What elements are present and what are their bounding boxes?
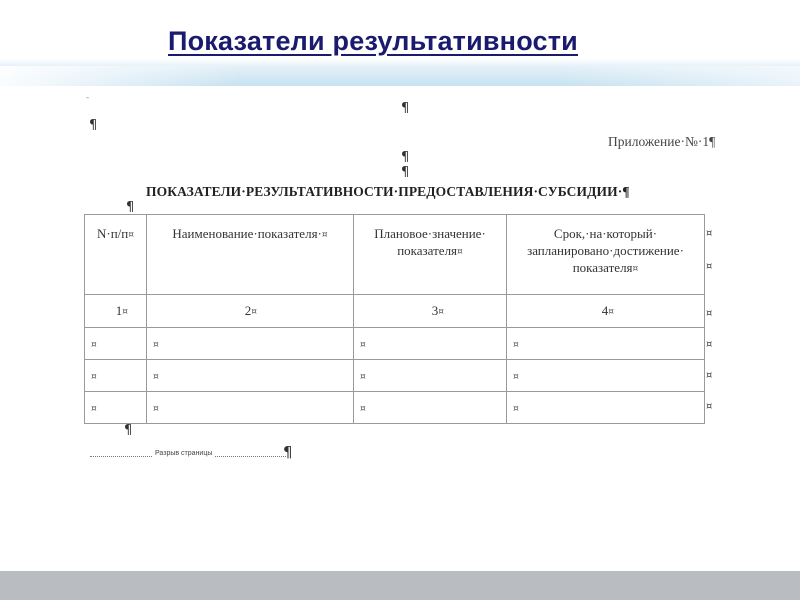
empty-cell: ¤ — [507, 392, 705, 424]
row-end-mark: ¤ — [706, 308, 713, 319]
table-row — [85, 328, 705, 360]
appendix-label: Приложение·№·1¶ — [608, 134, 716, 149]
empty-cell: ¤ — [507, 360, 705, 392]
small-dash-mark: - — [86, 93, 90, 103]
row-end-mark: ¤ — [706, 228, 713, 239]
number-cell: 3¤ — [354, 295, 507, 328]
pilcrow-mark: ¶ — [89, 118, 98, 133]
number-cell: 4¤ — [507, 295, 705, 328]
empty-cell: ¤ — [85, 360, 147, 392]
header-cell-planned-value: Плановое·значение· показателя¤ — [354, 215, 507, 295]
pilcrow-mark: ¶ — [124, 423, 133, 438]
table-number-row — [85, 295, 705, 328]
empty-cell: ¤ — [85, 328, 147, 360]
table-row — [85, 360, 705, 392]
pilcrow-mark: ¶ — [401, 101, 410, 116]
empty-cell: ¤ — [354, 392, 507, 424]
page-break-label: Разрыв страницы — [152, 450, 215, 457]
document-heading: ПОКАЗАТЕЛИ·РЕЗУЛЬТАТИВНОСТИ·ПРЕДОСТАВЛЕНИЯ·СУБСИДИИ·¶ — [146, 184, 630, 199]
empty-cell: ¤ — [147, 328, 354, 360]
pilcrow-mark: ¶ — [401, 165, 410, 180]
indicators-table — [84, 214, 705, 424]
empty-cell: ¤ — [354, 360, 507, 392]
footer-band — [0, 571, 800, 600]
empty-cell: ¤ — [507, 328, 705, 360]
empty-cell: ¤ — [147, 360, 354, 392]
header-cell-deadline: Срок,·на·который· запланировано·достижение· показателя¤ — [507, 215, 705, 295]
row-end-mark: ¤ — [706, 339, 713, 350]
slide-title: Показатели результативности — [168, 26, 578, 56]
pilcrow-mark: ¶ — [283, 443, 293, 461]
table-header-row — [85, 215, 705, 295]
header-cell-number: N·п/п¤ — [85, 215, 147, 295]
header-cell-name: Наименование·показателя·¤ — [147, 215, 354, 295]
row-end-mark: ¤ — [706, 261, 713, 272]
number-cell: 1¤ — [85, 295, 147, 328]
empty-cell: ¤ — [85, 392, 147, 424]
empty-cell: ¤ — [354, 328, 507, 360]
document-page — [0, 86, 800, 571]
pilcrow-mark: ¶ — [126, 200, 135, 215]
row-end-mark: ¤ — [706, 370, 713, 381]
number-cell: 2¤ — [147, 295, 354, 328]
pilcrow-mark: ¶ — [401, 150, 410, 165]
table-row — [85, 392, 705, 424]
empty-cell: ¤ — [147, 392, 354, 424]
row-end-mark: ¤ — [706, 401, 713, 412]
